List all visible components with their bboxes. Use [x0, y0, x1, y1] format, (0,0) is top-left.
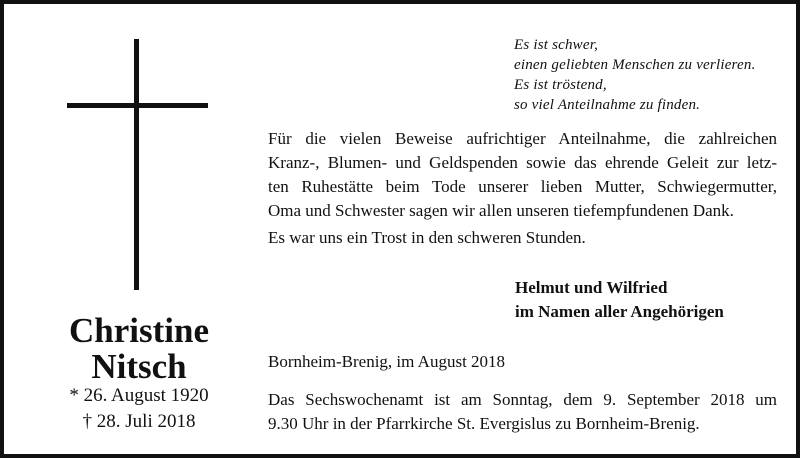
thanks-line: Kranz-, Blumen- und Geldspenden sowie das ehrende Geleit zur letz- [268, 153, 777, 172]
service-line: Das Sechswochenamt ist am Sonntag, dem 9. September 2018 um [268, 390, 777, 409]
thanks-paragraph [268, 127, 777, 223]
comfort-sentence: Es war uns ein Trost in den schweren Stunden. [268, 228, 586, 247]
place-date: Bornheim-Brenig, im August 2018 [268, 352, 506, 371]
poem [514, 35, 756, 115]
cross-vertical-beam [134, 39, 139, 290]
signers-family: im Namen aller Angehörigen [515, 302, 724, 321]
cross-horizontal-beam [67, 103, 208, 108]
deceased-first-name: Christine [69, 311, 209, 350]
poem-line: Es ist schwer, [514, 37, 599, 53]
death-date: † 28. Juli 2018 [82, 411, 196, 432]
poem-line: einen geliebten Menschen zu verlieren. [514, 57, 756, 73]
thanks-line: Oma und Schwester sagen wir allen unseren tiefempfundenen Dank. [268, 201, 734, 220]
thanks-line: Für die vielen Beweise aufrichtiger Anteilnahme, die zahlreichen [268, 129, 777, 148]
thanks-line: ten Ruhestätte beim Tode unserer lieben Mutter, Schwiegermutter, [268, 177, 777, 196]
birth-date: * 26. August 1920 [69, 385, 209, 406]
service-announcement [268, 388, 777, 436]
signers-names: Helmut und Wilfried [515, 278, 668, 297]
signers [515, 276, 724, 324]
poem-line: Es ist tröstend, [514, 77, 607, 93]
deceased-last-name: Nitsch [91, 347, 187, 386]
poem-line: so viel Anteilnahme zu finden. [514, 97, 701, 113]
service-line: 9.30 Uhr in der Pfarrkirche St. Evergislus zu Bornheim-Brenig. [268, 414, 700, 433]
